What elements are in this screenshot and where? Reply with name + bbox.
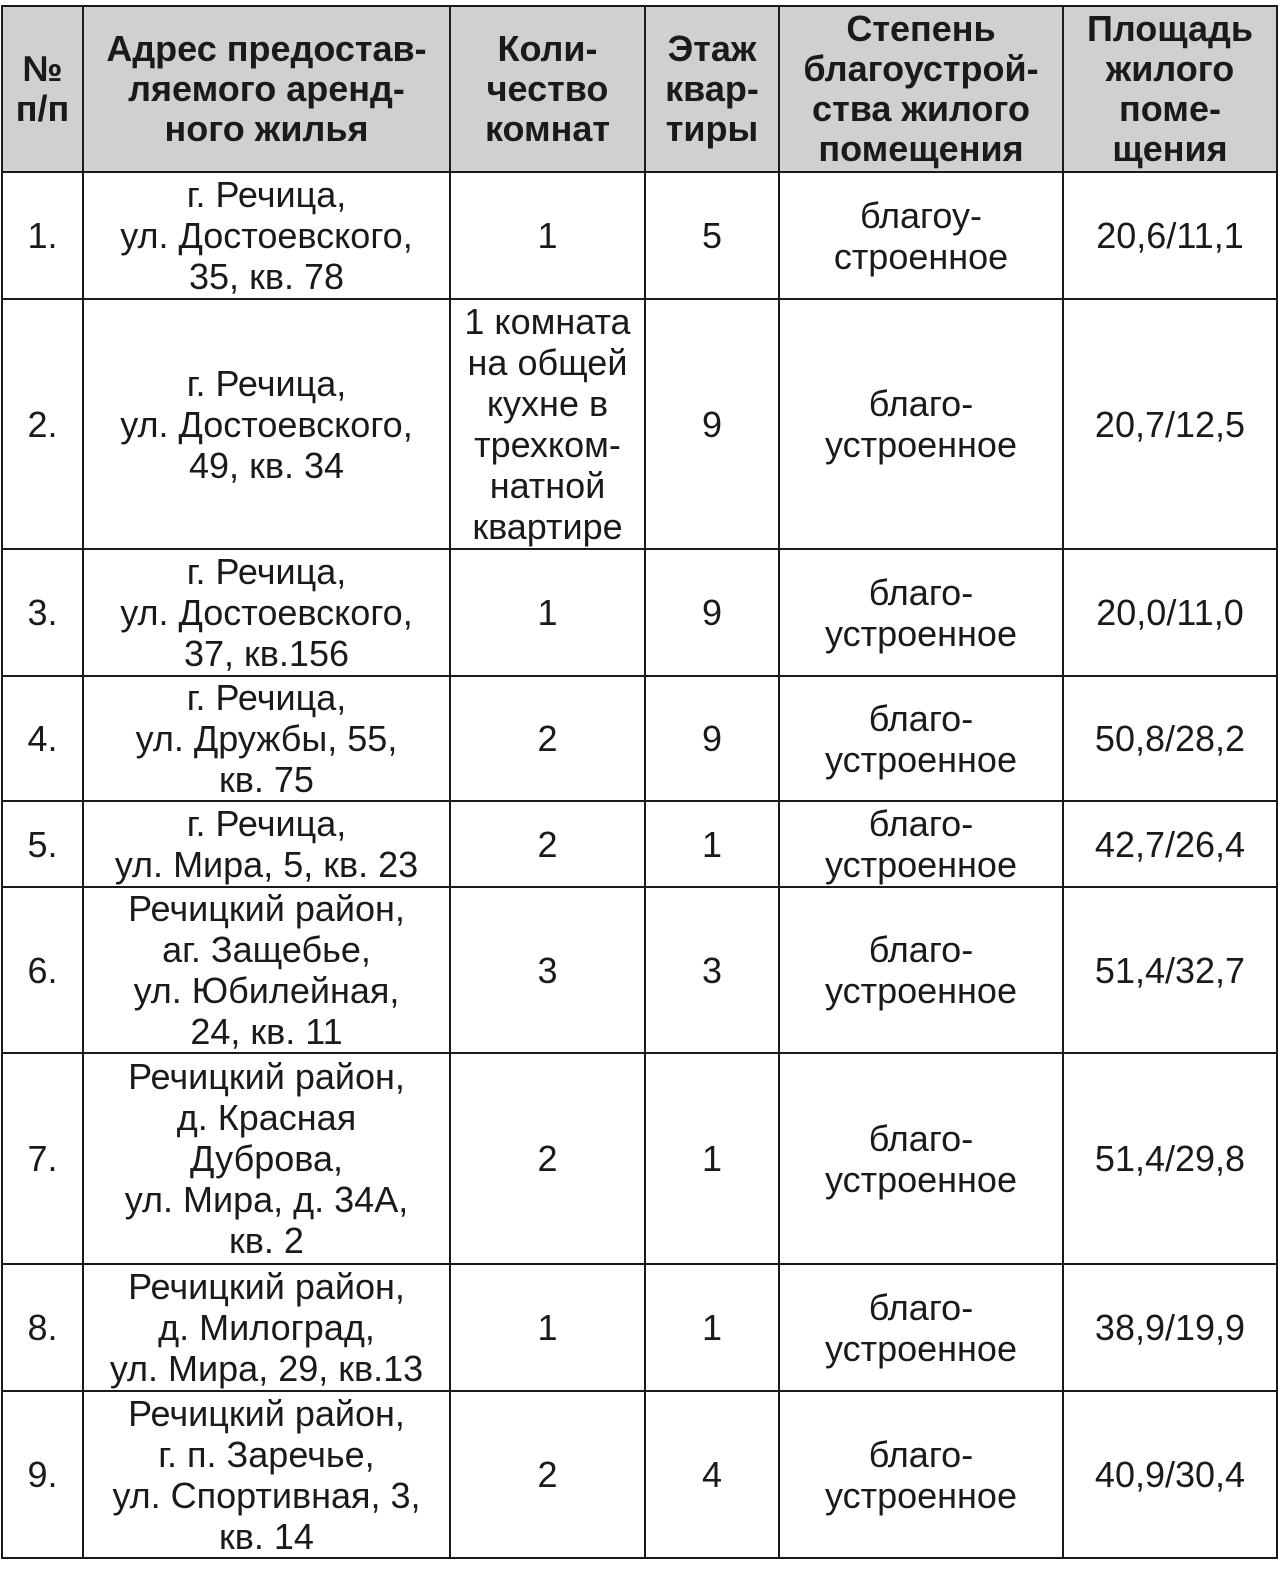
cell-area: 20,7/12,5 [1063,299,1277,549]
header-address [83,6,450,172]
table-row [2,1264,1277,1391]
cell-num: 4. [2,676,83,801]
cell-amenity [779,1053,1063,1264]
text-line: кв. 14 [219,1515,314,1557]
text-line: благо- [868,929,974,970]
text-line: устроенное [825,1158,1017,1200]
cell-rooms [450,676,645,801]
text-line: благоу- [860,194,982,236]
cell-floor: 1 [645,1264,779,1391]
cell-area: 20,0/11,0 [1063,549,1277,676]
text-line: Речицкий район, [128,1392,405,1434]
text-line: тиры [665,108,759,149]
text-line: ул. Дружбы, 55, [135,718,398,759]
text-line: помещения [818,128,1024,169]
cell-floor: 9 [645,549,779,676]
cell-rooms [450,172,645,299]
table-row [2,1391,1277,1558]
text-line: Речицкий район, [128,1056,405,1097]
table-row [2,887,1277,1053]
text-line: благоустрой- [803,48,1039,89]
text-line: 1 комната [464,301,631,342]
cell-area: 40,9/30,4 [1063,1391,1277,1558]
cell-address [83,549,450,676]
text-line: Речицкий район, [128,888,405,929]
cell-address [83,1391,450,1558]
cell-num: 6. [2,887,83,1053]
cell-amenity [779,1264,1063,1391]
text-line: 2 [537,823,558,865]
table-row [2,801,1277,887]
cell-rooms [450,1391,645,1558]
text-line: ул. Спортивная, 3, [112,1474,421,1516]
text-line: 3 [537,949,558,991]
cell-rooms [450,549,645,676]
cell-num: 5. [2,801,83,887]
text-line: ул. Достоевского, [120,215,413,256]
cell-amenity [779,887,1063,1053]
text-line: устроенное [825,424,1017,465]
text-line: комнат [484,108,611,149]
text-line: ул. Достоевского, [120,592,413,633]
cell-area: 51,4/32,7 [1063,887,1277,1053]
text-line: чество [486,68,609,109]
text-line: г. Речица, [186,362,347,404]
text-line: г. Речица, [186,677,347,718]
text-line: Степень [846,8,996,49]
text-line: квартире [472,506,623,547]
table-row [2,549,1277,676]
text-line: благо- [868,1433,974,1475]
text-line: поме- [1119,88,1221,129]
cell-area: 50,8/28,2 [1063,676,1277,801]
cell-amenity [779,676,1063,801]
text-line: д. Милоград, [158,1307,375,1348]
cell-rooms [450,1264,645,1391]
header-rooms [450,6,645,172]
text-line: 2 [537,1454,558,1495]
cell-floor: 4 [645,1391,779,1558]
text-line: Площадь [1086,8,1254,49]
cell-num: 8. [2,1264,83,1391]
text-line: благо- [868,803,974,844]
text-line: устроенное [825,1474,1017,1516]
header-num [2,6,83,172]
text-line: 24, кв. 11 [190,1011,343,1052]
cell-amenity [779,299,1063,549]
cell-address [83,801,450,887]
text-line: квар- [665,68,759,109]
cell-address [83,1053,450,1264]
text-line: благо- [868,1117,974,1159]
cell-address [83,172,450,299]
cell-area: 51,4/29,8 [1063,1053,1277,1264]
cell-address [83,299,450,549]
text-line: д. Красная [176,1097,357,1138]
text-line: благо- [868,1286,974,1328]
header-amenity [779,6,1063,172]
table-row [2,1053,1277,1264]
text-line: кухне в [486,383,609,424]
cell-num: 3. [2,549,83,676]
text-line: ул. Юбилейная, [133,970,400,1011]
text-line: устроенное [825,1327,1017,1369]
text-line: благо- [868,571,974,613]
header-row [2,6,1277,172]
cell-area: 42,7/26,4 [1063,801,1277,887]
text-line: 35, кв. 78 [189,256,344,297]
text-line: г. Речица, [186,551,347,592]
text-line: 1 [537,215,558,256]
text-line: Коли- [497,28,598,69]
text-line: 49, кв. 34 [189,444,344,486]
text-line: строенное [833,235,1009,277]
cell-num: 1. [2,172,83,299]
table-row [2,676,1277,801]
text-line: аг. Защебье, [162,929,371,970]
cell-floor: 9 [645,299,779,549]
text-line: ул. Достоевского, [120,403,413,445]
cell-floor: 9 [645,676,779,801]
text-line: Этаж [667,28,757,69]
cell-num: 2. [2,299,83,549]
cell-rooms [450,1053,645,1264]
header-area [1063,6,1277,172]
cell-floor: 3 [645,887,779,1053]
text-line: ного жилья [164,108,369,149]
text-line: 1 [537,592,558,633]
cell-floor: 1 [645,1053,779,1264]
cell-floor: 5 [645,172,779,299]
cell-amenity [779,1391,1063,1558]
text-line: натной [489,465,606,506]
cell-rooms [450,887,645,1053]
text-line: жилого [1105,48,1235,89]
cell-address [83,887,450,1053]
cell-num: 7. [2,1053,83,1264]
table-row [2,299,1277,549]
text-line: устроенное [825,970,1017,1011]
text-line: 2 [537,718,558,759]
cell-floor: 1 [645,801,779,887]
text-line: ства жилого [812,88,1030,129]
text-line: Дуброва, [190,1138,343,1179]
text-line: кв. 2 [229,1220,304,1261]
text-line: г. п. Заречье, [158,1433,375,1475]
text-line: кв. 75 [219,759,314,800]
text-line: № [22,48,63,89]
cell-address [83,1264,450,1391]
text-line: п/п [15,88,70,129]
text-line: 2 [537,1138,558,1179]
cell-rooms [450,801,645,887]
cell-address [83,676,450,801]
rental-housing-table [1,5,1278,1559]
text-line: благо- [868,697,974,739]
text-line: ул. Мира, 29, кв.13 [109,1348,424,1389]
text-line: щения [1112,128,1228,169]
text-line: ляемого аренд- [128,68,405,109]
text-line: благо- [868,383,974,424]
text-line: Речицкий район, [128,1266,405,1307]
text-line: устроенное [825,738,1017,780]
text-line: г. Речица, [186,803,347,844]
text-line: Адрес предостав- [106,28,427,69]
table-row [2,172,1277,299]
cell-amenity [779,801,1063,887]
text-line: ул. Мира, д. 34А, [124,1179,409,1220]
text-line: 1 [537,1307,558,1348]
text-line: устроенное [825,844,1017,885]
text-line: на общей [467,342,628,383]
text-line: ул. Мира, 5, кв. 23 [114,844,419,885]
cell-area: 20,6/11,1 [1063,172,1277,299]
cell-area: 38,9/19,9 [1063,1264,1277,1391]
cell-amenity [779,549,1063,676]
text-line: 37, кв.156 [184,633,349,674]
cell-num: 9. [2,1391,83,1558]
text-line: трехком- [474,424,621,465]
text-line: г. Речица, [186,174,347,215]
cell-amenity [779,172,1063,299]
text-line: устроенное [825,612,1017,654]
header-floor [645,6,779,172]
cell-rooms [450,299,645,549]
